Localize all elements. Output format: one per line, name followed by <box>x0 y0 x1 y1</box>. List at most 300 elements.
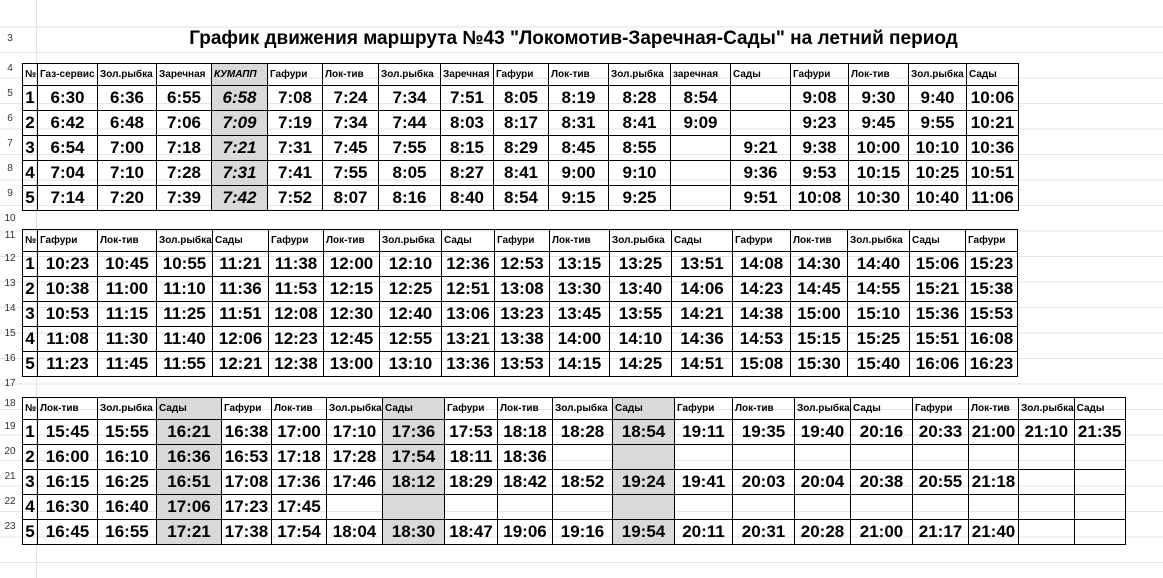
time-cell[interactable]: 7:55 <box>323 161 379 186</box>
trip-number-cell[interactable]: 5 <box>23 520 38 545</box>
time-cell[interactable]: 15:51 <box>910 327 966 352</box>
time-cell[interactable]: 10:23 <box>38 252 98 277</box>
time-cell[interactable]: 11:21 <box>213 252 269 277</box>
stop-header[interactable]: Зол.рыбка <box>795 398 851 420</box>
time-cell[interactable]: 7:45 <box>323 136 379 161</box>
time-cell[interactable]: 19:40 <box>795 420 851 445</box>
stop-header[interactable]: Сады <box>672 230 733 252</box>
time-cell[interactable]: 6:54 <box>38 136 98 161</box>
stop-header[interactable]: Гафури <box>445 398 498 420</box>
time-cell[interactable]: 12:08 <box>269 302 324 327</box>
time-cell[interactable]: 12:51 <box>442 277 495 302</box>
time-cell[interactable]: 16:06 <box>910 352 966 377</box>
time-cell[interactable]: 14:40 <box>848 252 910 277</box>
time-cell[interactable]: 8:41 <box>494 161 549 186</box>
time-cell[interactable]: 11:23 <box>38 352 98 377</box>
time-cell[interactable] <box>1019 495 1075 520</box>
time-cell[interactable]: 18:11 <box>445 445 498 470</box>
stop-header[interactable]: Зол.рыбка <box>848 230 910 252</box>
time-cell[interactable]: 13:38 <box>495 327 550 352</box>
time-cell[interactable]: 9:55 <box>909 111 967 136</box>
time-cell[interactable]: 19:16 <box>553 520 613 545</box>
time-cell[interactable]: 14:55 <box>848 277 910 302</box>
stop-header[interactable]: Гафури <box>494 64 549 86</box>
time-cell[interactable]: 9:15 <box>549 186 609 211</box>
stop-header[interactable]: Гафури <box>733 230 791 252</box>
time-cell[interactable]: 8:29 <box>494 136 549 161</box>
trip-number-cell[interactable]: 1 <box>23 252 38 277</box>
trip-number-cell[interactable]: 3 <box>23 136 38 161</box>
time-cell[interactable]: 15:25 <box>848 327 910 352</box>
time-cell[interactable]: 20:04 <box>795 470 851 495</box>
time-cell[interactable]: 18:47 <box>445 520 498 545</box>
time-cell[interactable]: 16:10 <box>98 445 157 470</box>
time-cell[interactable]: 11:45 <box>98 352 157 377</box>
time-cell[interactable]: 21:00 <box>969 420 1019 445</box>
stop-header[interactable]: Лок-тив <box>272 398 327 420</box>
stop-header[interactable]: Зол.рыбка <box>610 230 672 252</box>
stop-header[interactable]: КУМАПП <box>212 64 268 86</box>
time-cell[interactable]: 17:28 <box>327 445 383 470</box>
time-cell[interactable]: 18:18 <box>498 420 553 445</box>
stop-header[interactable]: Гафури <box>913 398 969 420</box>
time-cell[interactable]: 11:53 <box>269 277 324 302</box>
time-cell[interactable]: 16:00 <box>38 445 98 470</box>
stop-header[interactable]: Зол.рыбка <box>157 230 213 252</box>
time-cell[interactable]: 17:53 <box>445 420 498 445</box>
time-cell[interactable]: 8:28 <box>609 86 671 111</box>
time-cell[interactable]: 11:25 <box>157 302 213 327</box>
time-cell[interactable]: 7:55 <box>379 136 441 161</box>
time-cell[interactable]: 9:40 <box>909 86 967 111</box>
time-cell[interactable]: 11:36 <box>213 277 269 302</box>
time-cell[interactable]: 21:00 <box>851 520 913 545</box>
stop-header[interactable]: Зол.рыбка <box>553 398 613 420</box>
time-cell[interactable]: 10:08 <box>791 186 849 211</box>
time-cell[interactable]: 7:31 <box>268 136 323 161</box>
stop-header[interactable]: Заречная <box>157 64 212 86</box>
time-cell[interactable] <box>731 111 791 136</box>
time-cell[interactable] <box>1019 445 1075 470</box>
row-header[interactable]: 5 <box>7 88 13 99</box>
time-cell[interactable]: 15:06 <box>910 252 966 277</box>
time-cell[interactable]: 9:36 <box>731 161 791 186</box>
row-header[interactable]: 10 <box>4 213 16 224</box>
time-cell[interactable]: 7:18 <box>157 136 212 161</box>
stop-header[interactable]: Заречная <box>441 64 494 86</box>
time-cell[interactable]: 12:30 <box>324 302 380 327</box>
time-cell[interactable]: 9:51 <box>731 186 791 211</box>
row-header[interactable]: 21 <box>4 471 16 482</box>
time-cell[interactable]: 20:38 <box>851 470 913 495</box>
time-cell[interactable]: 16:55 <box>98 520 157 545</box>
time-cell[interactable]: 12:55 <box>380 327 442 352</box>
time-cell[interactable]: 15:40 <box>848 352 910 377</box>
row-header[interactable]: 12 <box>4 253 16 264</box>
time-cell[interactable] <box>553 445 613 470</box>
time-cell[interactable]: 16:45 <box>38 520 98 545</box>
time-cell[interactable]: 13:23 <box>495 302 550 327</box>
time-cell[interactable]: 7:06 <box>157 111 212 136</box>
time-cell[interactable]: 9:00 <box>549 161 609 186</box>
stop-header[interactable]: Лок-тив <box>98 230 157 252</box>
time-cell[interactable] <box>327 495 383 520</box>
time-cell[interactable]: 17:21 <box>157 520 222 545</box>
time-cell[interactable]: 8:15 <box>441 136 494 161</box>
time-cell[interactable] <box>383 495 445 520</box>
stop-header[interactable]: Сады <box>613 398 675 420</box>
time-cell[interactable]: 15:53 <box>966 302 1018 327</box>
time-cell[interactable]: 6:36 <box>98 86 157 111</box>
time-cell[interactable]: 14:21 <box>672 302 733 327</box>
time-cell[interactable]: 7:21 <box>212 136 268 161</box>
time-cell[interactable] <box>613 445 675 470</box>
time-cell[interactable]: 15:36 <box>910 302 966 327</box>
time-cell[interactable]: 16:15 <box>38 470 98 495</box>
time-cell[interactable]: 21:40 <box>969 520 1019 545</box>
time-cell[interactable]: 14:25 <box>610 352 672 377</box>
time-cell[interactable]: 15:21 <box>910 277 966 302</box>
time-cell[interactable]: 16:23 <box>966 352 1018 377</box>
time-cell[interactable]: 11:30 <box>98 327 157 352</box>
time-cell[interactable]: 15:08 <box>733 352 791 377</box>
time-cell[interactable]: 17:23 <box>222 495 272 520</box>
time-cell[interactable] <box>969 495 1019 520</box>
time-cell[interactable]: 8:40 <box>441 186 494 211</box>
time-cell[interactable]: 20:03 <box>733 470 795 495</box>
time-cell[interactable]: 7:10 <box>98 161 157 186</box>
time-cell[interactable]: 14:45 <box>791 277 848 302</box>
stop-header[interactable]: № <box>23 230 38 252</box>
time-cell[interactable] <box>671 161 731 186</box>
stop-header[interactable]: Сады <box>213 230 269 252</box>
stop-header[interactable]: Гафури <box>966 230 1018 252</box>
time-cell[interactable] <box>969 445 1019 470</box>
row-header[interactable]: 20 <box>4 446 16 457</box>
time-cell[interactable]: 13:25 <box>610 252 672 277</box>
trip-number-cell[interactable]: 2 <box>23 111 38 136</box>
time-cell[interactable]: 7:28 <box>157 161 212 186</box>
time-cell[interactable]: 20:33 <box>913 420 969 445</box>
time-cell[interactable]: 12:15 <box>324 277 380 302</box>
time-cell[interactable]: 6:58 <box>212 86 268 111</box>
row-header[interactable]: 14 <box>4 303 16 314</box>
time-cell[interactable]: 9:23 <box>791 111 849 136</box>
time-cell[interactable]: 7:34 <box>323 111 379 136</box>
time-cell[interactable] <box>675 495 733 520</box>
time-cell[interactable]: 7:44 <box>379 111 441 136</box>
time-cell[interactable]: 7:39 <box>157 186 212 211</box>
time-cell[interactable]: 13:06 <box>442 302 495 327</box>
time-cell[interactable]: 14:00 <box>550 327 610 352</box>
time-cell[interactable]: 8:05 <box>494 86 549 111</box>
time-cell[interactable]: 8:45 <box>549 136 609 161</box>
time-cell[interactable]: 13:10 <box>380 352 442 377</box>
row-header[interactable]: 11 <box>4 230 16 241</box>
time-cell[interactable]: 10:55 <box>157 252 213 277</box>
time-cell[interactable]: 17:00 <box>272 420 327 445</box>
time-cell[interactable]: 8:05 <box>379 161 441 186</box>
time-cell[interactable]: 10:36 <box>967 136 1019 161</box>
time-cell[interactable]: 11:38 <box>269 252 324 277</box>
time-cell[interactable] <box>1019 470 1075 495</box>
time-cell[interactable]: 11:15 <box>98 302 157 327</box>
stop-header[interactable]: Сады <box>383 398 445 420</box>
time-cell[interactable] <box>733 445 795 470</box>
time-cell[interactable]: 18:29 <box>445 470 498 495</box>
time-cell[interactable] <box>445 495 498 520</box>
row-header[interactable]: 3 <box>7 33 13 44</box>
time-cell[interactable]: 17:18 <box>272 445 327 470</box>
time-cell[interactable]: 18:28 <box>553 420 613 445</box>
time-cell[interactable]: 14:30 <box>791 252 848 277</box>
time-cell[interactable]: 19:35 <box>733 420 795 445</box>
stop-header[interactable]: Лок-тив <box>969 398 1019 420</box>
time-cell[interactable]: 15:55 <box>98 420 157 445</box>
stop-header[interactable]: Зол.рыбка <box>1019 398 1075 420</box>
time-cell[interactable]: 14:08 <box>733 252 791 277</box>
time-cell[interactable]: 8:03 <box>441 111 494 136</box>
time-cell[interactable]: 20:11 <box>675 520 733 545</box>
time-cell[interactable] <box>671 136 731 161</box>
time-cell[interactable]: 17:45 <box>272 495 327 520</box>
stop-header[interactable]: Лок-тив <box>849 64 909 86</box>
time-cell[interactable]: 6:42 <box>38 111 98 136</box>
row-header[interactable]: 18 <box>4 398 16 409</box>
stop-header[interactable]: Гафури <box>791 64 849 86</box>
time-cell[interactable]: 9:09 <box>671 111 731 136</box>
time-cell[interactable]: 13:40 <box>610 277 672 302</box>
time-cell[interactable]: 8:55 <box>609 136 671 161</box>
stop-header[interactable]: Сады <box>442 230 495 252</box>
stop-header[interactable]: Гафури <box>675 398 733 420</box>
time-cell[interactable]: 8:07 <box>323 186 379 211</box>
time-cell[interactable]: 17:54 <box>272 520 327 545</box>
time-cell[interactable]: 18:42 <box>498 470 553 495</box>
stop-header[interactable]: Лок-тив <box>38 398 98 420</box>
time-cell[interactable] <box>613 495 675 520</box>
time-cell[interactable] <box>913 445 969 470</box>
time-cell[interactable]: 14:06 <box>672 277 733 302</box>
time-cell[interactable]: 8:54 <box>671 86 731 111</box>
time-cell[interactable]: 14:53 <box>733 327 791 352</box>
time-cell[interactable]: 9:38 <box>791 136 849 161</box>
stop-header[interactable]: Зол.рыбка <box>379 64 441 86</box>
stop-header[interactable]: Сады <box>731 64 791 86</box>
stop-header[interactable]: Гафури <box>268 64 323 86</box>
row-header[interactable]: 23 <box>4 521 16 532</box>
time-cell[interactable]: 17:38 <box>222 520 272 545</box>
stop-header[interactable]: заречная <box>671 64 731 86</box>
time-cell[interactable]: 13:21 <box>442 327 495 352</box>
trip-number-cell[interactable]: 1 <box>23 86 38 111</box>
time-cell[interactable]: 16:40 <box>98 495 157 520</box>
time-cell[interactable] <box>733 495 795 520</box>
time-cell[interactable]: 13:36 <box>442 352 495 377</box>
time-cell[interactable]: 7:20 <box>98 186 157 211</box>
time-cell[interactable]: 7:31 <box>212 161 268 186</box>
time-cell[interactable]: 9:25 <box>609 186 671 211</box>
time-cell[interactable] <box>671 186 731 211</box>
trip-number-cell[interactable]: 5 <box>23 186 38 211</box>
time-cell[interactable]: 11:40 <box>157 327 213 352</box>
time-cell[interactable]: 7:41 <box>268 161 323 186</box>
time-cell[interactable]: 21:35 <box>1074 420 1125 445</box>
time-cell[interactable]: 10:40 <box>909 186 967 211</box>
time-cell[interactable]: 8:16 <box>379 186 441 211</box>
time-cell[interactable]: 17:08 <box>222 470 272 495</box>
row-header[interactable]: 4 <box>7 63 13 74</box>
trip-number-cell[interactable]: 3 <box>23 302 38 327</box>
trip-number-cell[interactable]: 1 <box>23 420 38 445</box>
time-cell[interactable]: 14:36 <box>672 327 733 352</box>
stop-header[interactable]: Гафури <box>495 230 550 252</box>
time-cell[interactable]: 18:54 <box>613 420 675 445</box>
time-cell[interactable]: 12:45 <box>324 327 380 352</box>
row-header[interactable]: 9 <box>7 188 13 199</box>
stop-header[interactable]: Зол.рыбка <box>380 230 442 252</box>
trip-number-cell[interactable]: 4 <box>23 327 38 352</box>
time-cell[interactable]: 13:00 <box>324 352 380 377</box>
time-cell[interactable]: 17:10 <box>327 420 383 445</box>
time-cell[interactable]: 20:31 <box>733 520 795 545</box>
stop-header[interactable]: Гафури <box>269 230 324 252</box>
stop-header[interactable]: Зол.рыбка <box>327 398 383 420</box>
stop-header[interactable]: Зол.рыбка <box>609 64 671 86</box>
time-cell[interactable]: 19:06 <box>498 520 553 545</box>
time-cell[interactable]: 12:00 <box>324 252 380 277</box>
time-cell[interactable]: 17:06 <box>157 495 222 520</box>
row-header[interactable]: 7 <box>7 138 13 149</box>
time-cell[interactable]: 11:06 <box>967 186 1019 211</box>
time-cell[interactable]: 16:36 <box>157 445 222 470</box>
time-cell[interactable]: 7:09 <box>212 111 268 136</box>
trip-number-cell[interactable]: 2 <box>23 277 38 302</box>
time-cell[interactable] <box>851 495 913 520</box>
stop-header[interactable]: Зол.рыбка <box>909 64 967 86</box>
row-header[interactable]: 22 <box>4 496 16 507</box>
row-header[interactable]: 16 <box>4 353 16 364</box>
stop-header[interactable]: Лок-тив <box>791 230 848 252</box>
time-cell[interactable]: 18:12 <box>383 470 445 495</box>
time-cell[interactable]: 20:16 <box>851 420 913 445</box>
time-cell[interactable]: 19:24 <box>613 470 675 495</box>
time-cell[interactable]: 16:30 <box>38 495 98 520</box>
stop-header[interactable]: Сады <box>157 398 222 420</box>
time-cell[interactable]: 17:54 <box>383 445 445 470</box>
time-cell[interactable]: 11:10 <box>157 277 213 302</box>
stop-header[interactable]: Сады <box>851 398 913 420</box>
time-cell[interactable]: 9:08 <box>791 86 849 111</box>
time-cell[interactable]: 13:15 <box>550 252 610 277</box>
time-cell[interactable]: 16:51 <box>157 470 222 495</box>
time-cell[interactable]: 7:34 <box>379 86 441 111</box>
time-cell[interactable]: 7:04 <box>38 161 98 186</box>
time-cell[interactable]: 12:10 <box>380 252 442 277</box>
stop-header[interactable]: Лок-тив <box>498 398 553 420</box>
time-cell[interactable]: 19:41 <box>675 470 733 495</box>
time-cell[interactable]: 10:21 <box>967 111 1019 136</box>
time-cell[interactable]: 13:55 <box>610 302 672 327</box>
time-cell[interactable]: 11:55 <box>157 352 213 377</box>
time-cell[interactable]: 8:31 <box>549 111 609 136</box>
stop-header[interactable]: Гафури <box>38 230 98 252</box>
stop-header[interactable]: Газ-сервис <box>38 64 98 86</box>
time-cell[interactable]: 10:38 <box>38 277 98 302</box>
time-cell[interactable] <box>1074 495 1125 520</box>
time-cell[interactable]: 7:42 <box>212 186 268 211</box>
row-header[interactable]: 15 <box>4 328 16 339</box>
time-cell[interactable]: 15:30 <box>791 352 848 377</box>
time-cell[interactable]: 13:45 <box>550 302 610 327</box>
time-cell[interactable]: 12:25 <box>380 277 442 302</box>
time-cell[interactable]: 10:45 <box>98 252 157 277</box>
time-cell[interactable]: 10:51 <box>967 161 1019 186</box>
time-cell[interactable]: 16:25 <box>98 470 157 495</box>
time-cell[interactable]: 8:27 <box>441 161 494 186</box>
time-cell[interactable]: 8:17 <box>494 111 549 136</box>
time-cell[interactable]: 13:08 <box>495 277 550 302</box>
time-cell[interactable]: 16:08 <box>966 327 1018 352</box>
time-cell[interactable]: 14:23 <box>733 277 791 302</box>
time-cell[interactable] <box>1074 470 1125 495</box>
trip-number-cell[interactable]: 4 <box>23 495 38 520</box>
time-cell[interactable] <box>851 445 913 470</box>
time-cell[interactable]: 7:14 <box>38 186 98 211</box>
time-cell[interactable]: 7:51 <box>441 86 494 111</box>
time-cell[interactable]: 18:36 <box>498 445 553 470</box>
time-cell[interactable]: 15:10 <box>848 302 910 327</box>
time-cell[interactable]: 18:04 <box>327 520 383 545</box>
stop-header[interactable]: Сады <box>967 64 1019 86</box>
time-cell[interactable]: 20:28 <box>795 520 851 545</box>
time-cell[interactable]: 12:40 <box>380 302 442 327</box>
time-cell[interactable]: 8:19 <box>549 86 609 111</box>
time-cell[interactable]: 14:38 <box>733 302 791 327</box>
time-cell[interactable]: 6:55 <box>157 86 212 111</box>
row-header[interactable]: 19 <box>4 421 16 432</box>
time-cell[interactable]: 19:11 <box>675 420 733 445</box>
time-cell[interactable] <box>498 495 553 520</box>
time-cell[interactable]: 8:41 <box>609 111 671 136</box>
time-cell[interactable]: 14:10 <box>610 327 672 352</box>
time-cell[interactable]: 17:46 <box>327 470 383 495</box>
time-cell[interactable]: 15:23 <box>966 252 1018 277</box>
time-cell[interactable]: 10:10 <box>909 136 967 161</box>
time-cell[interactable]: 14:51 <box>672 352 733 377</box>
stop-header[interactable]: Зол.рыбка <box>98 64 157 86</box>
time-cell[interactable]: 12:53 <box>495 252 550 277</box>
time-cell[interactable]: 9:53 <box>791 161 849 186</box>
time-cell[interactable]: 13:30 <box>550 277 610 302</box>
time-cell[interactable]: 10:30 <box>849 186 909 211</box>
row-header[interactable]: 17 <box>4 378 16 389</box>
stop-header[interactable]: Лок-тив <box>324 230 380 252</box>
stop-header[interactable]: Сады <box>910 230 966 252</box>
trip-number-cell[interactable]: 2 <box>23 445 38 470</box>
time-cell[interactable]: 12:38 <box>269 352 324 377</box>
time-cell[interactable] <box>913 495 969 520</box>
time-cell[interactable] <box>553 495 613 520</box>
time-cell[interactable]: 7:24 <box>323 86 379 111</box>
stop-header[interactable]: Гафури <box>222 398 272 420</box>
time-cell[interactable] <box>795 445 851 470</box>
time-cell[interactable]: 10:25 <box>909 161 967 186</box>
time-cell[interactable]: 16:53 <box>222 445 272 470</box>
time-cell[interactable]: 16:38 <box>222 420 272 445</box>
stop-header[interactable]: № <box>23 64 38 86</box>
time-cell[interactable]: 9:30 <box>849 86 909 111</box>
